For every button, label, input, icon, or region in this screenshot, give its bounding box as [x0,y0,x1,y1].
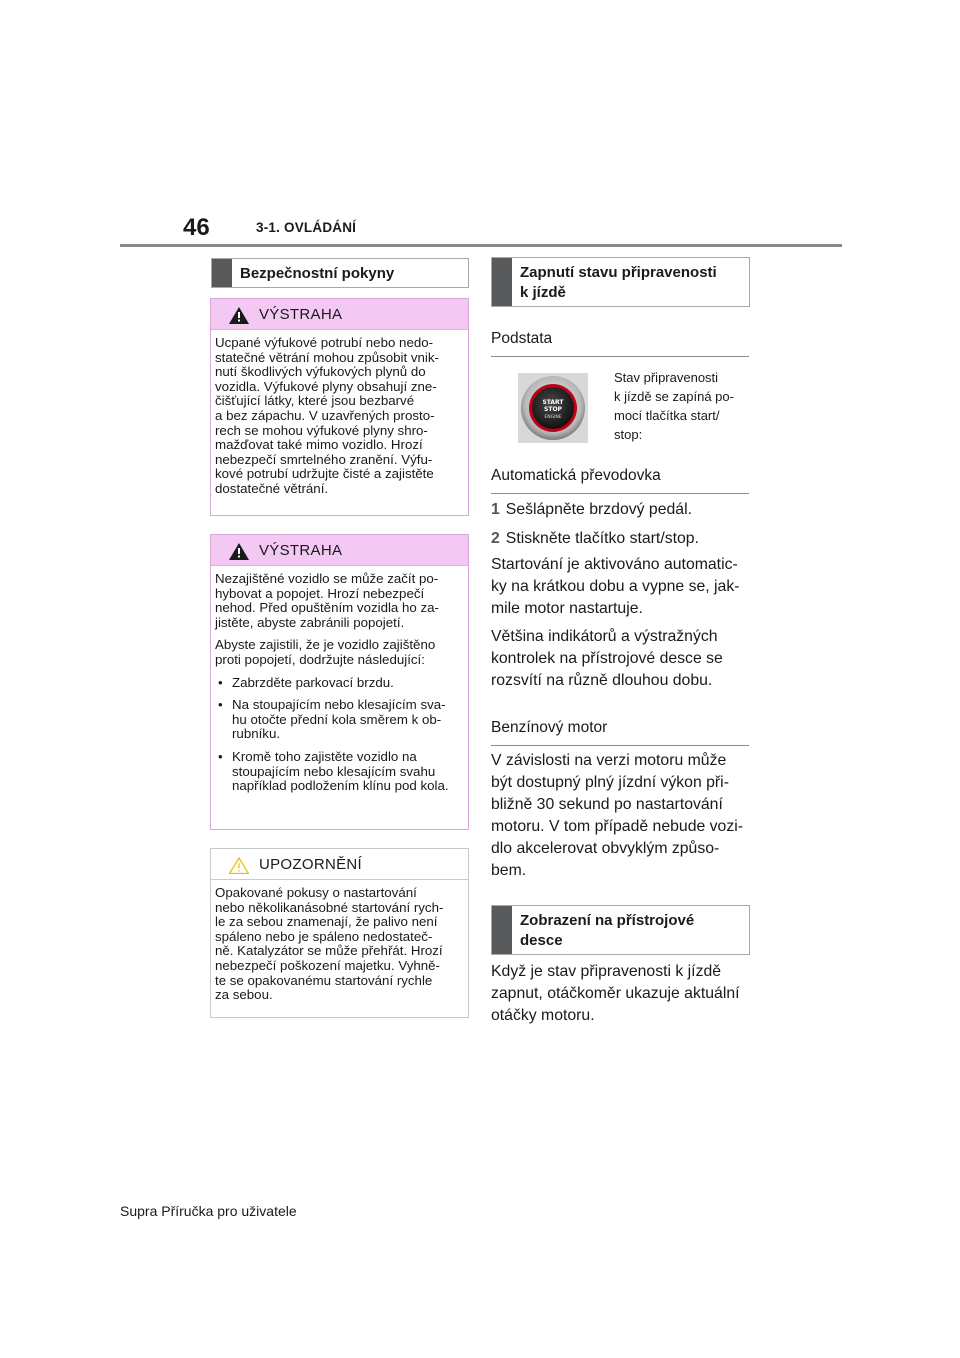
step-1 [491,501,692,519]
section-bar [492,906,512,954]
warning-box-rolling [210,534,469,830]
section-bar [212,259,232,287]
section-cluster-heading [491,905,750,955]
caution-triangle-icon [229,857,249,874]
footer-text: Supra Příručka pro uživatele [120,1203,297,1219]
start-stop-button-icon [518,373,588,443]
step-text: Stiskněte tlačítko start/stop. [505,530,699,547]
warning-title: VÝSTRAHA [259,542,343,559]
warning-paragraph: Nezajištěné vozidlo se může začít po- hybovat a popojet. Hrozí nebezpečí nehod. Před opuštěním vozidla ho za- jistěte, abyste zabránili popojetí. [215,571,439,630]
warning-title: VÝSTRAHA [259,306,343,323]
notice-text: Opakované pokusy o nastartování nebo několikanásobné startování rych- le za sebou znamenají, že palivo není spáleno nebo je spáleno nedostateč- ně. Katalyzátor se může přehřát. Hrozí nebezpečí poškození majetku. Vyhně- te se opakovanému startování rychle za sebou. [215,885,444,1003]
subheading-principle: Podstata [491,330,749,357]
subheading-petrol: Benzínový motor [491,719,749,746]
section-bar [492,258,512,306]
svg-text:STOP: STOP [544,406,562,413]
paragraph-petrol: V závislosti na verzi motoru může být dostupný plný jízdní výkon při- bližně 30 sekund po nastartování motoru. V tom případě nebude vozi- dlo akcelerovat obvyklým způso- bem. [491,752,744,879]
step-number: 2 [491,530,500,547]
list-item: • Na stoupajícím nebo klesajícím sva- hu otočte přední kola směrem k ob- rubníku. [215,698,464,742]
section-safety-heading [211,258,469,288]
notice-box [210,848,469,1018]
paragraph: Většina indikátorů a výstražných kontrolek na přístrojové desce se rozsvítí na různě dlouhou dobu. [491,628,723,689]
svg-text:START: START [542,399,564,406]
svg-text:ENGINE: ENGINE [544,415,562,420]
list-item: • Kromě toho zajistěte vozidlo na stoupajícím nebo klesajícím svahu například podložením klínu pod kola. [215,750,464,794]
paragraph-start-info [491,554,753,698]
section-ready-heading [491,257,750,307]
section-title: Bezpečnostní pokyny [240,265,395,282]
start-stop-button-image [518,373,588,443]
step-2 [491,530,699,548]
section-title: Zobrazení na přístrojové desce [520,912,695,949]
warning-header [211,299,468,330]
subheading-automatic: Automatická převodovka [491,467,749,494]
section-title: Zapnutí stavu připravenosti k jízdě [520,264,717,301]
warning-paragraph: Abyste zajistili, že je vozidlo zajištěno proti popojetí, dodržujte následující: [215,637,436,667]
button-caption: Stav připravenosti k jízdě se zapíná po- mocí tlačítka start/ stop: [614,370,734,442]
list-item: • Zabrzděte parkovací brzdu. [215,676,464,691]
step-text: Sešlápněte brzdový pedál. [505,501,692,518]
header-divider [120,244,842,247]
notice-title: UPOZORNĚNÍ [259,856,363,873]
warning-bullet-list [215,676,464,794]
paragraph-tachometer: Když je stav připravenosti k jízdě zapnut, otáčkoměr ukazuje aktuální otáčky motoru. [491,963,740,1024]
page-number: 46 [183,214,210,241]
warning-text: Ucpané výfukové potrubí nebo nedo- statečné větrání mohou způsobit vnik- nutí škodlivých výfukových plynů do vozidla. Výfukové plyny obsahují zne- čišťující látky, které jsou bezbarvé a bez zápachu. V uzavřených prosto- rech se mohou výfukové plyny shro- mažďovat také mimo vozidlo. Hrozí nebezpečí smrtelného zranění. Výfu- kové potrubí udržujte čisté a zajistěte dostatečné větrání. [215,335,439,496]
warning-triangle-icon [229,307,249,324]
warning-content [211,566,468,794]
warning-box-exhaust [210,298,469,516]
notice-header [211,849,468,880]
chapter-title: 3-1. OVLÁDÁNÍ [256,220,357,235]
step-number: 1 [491,501,500,518]
warning-triangle-icon [229,543,249,560]
warning-header [211,535,468,566]
paragraph: Startování je aktivováno automatic- ky na krátkou dobu a vypne se, jak- mile motor nastartuje. [491,556,740,617]
